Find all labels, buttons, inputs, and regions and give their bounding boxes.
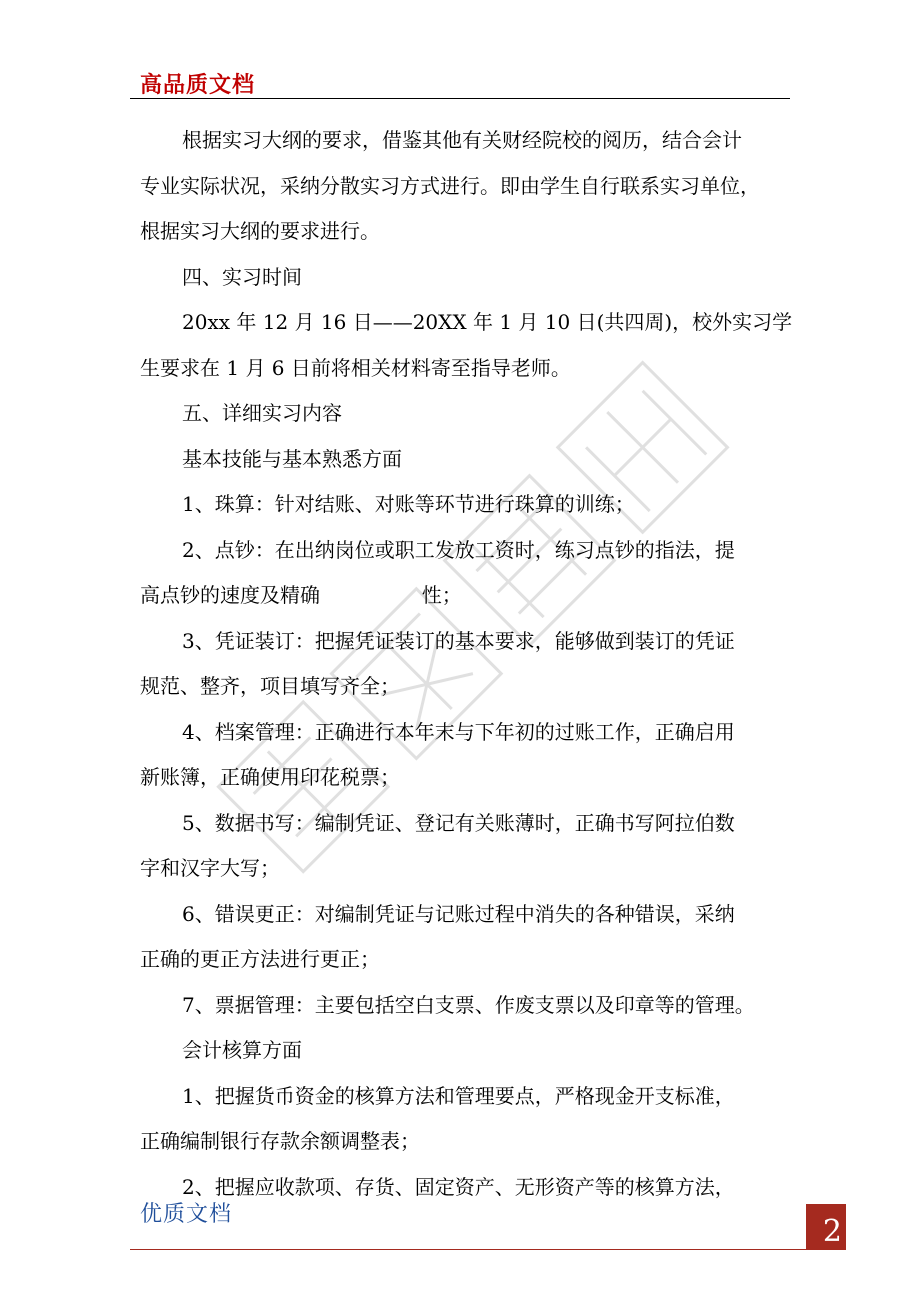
- paragraph-line: 根据实习大纲的要求，借鉴其他有关财经院校的阅历，结合会计: [182, 128, 742, 152]
- page-number-badge: [806, 1204, 846, 1250]
- paragraph-line: 新账簿，正确使用印花税票；: [140, 765, 400, 789]
- header-divider: [130, 98, 790, 99]
- document-body: [140, 118, 800, 1210]
- paragraph-line: 字和汉字大写；: [140, 856, 280, 880]
- paragraph-line: 四、实习时间: [182, 264, 302, 289]
- paragraph-line: 6、错误更正：对编制凭证与记账过程中消失的各种错误，采纳: [182, 901, 735, 926]
- paragraph-line: 高点钞的速度及精确 性；: [140, 583, 462, 607]
- paragraph-line: 规范、整齐，项目填写齐全；: [140, 674, 400, 698]
- paragraph-line: 生要求在 1 月 6 日前将相关材料寄至指导老师。: [140, 355, 571, 380]
- paragraph-line: 基本技能与基本熟悉方面: [182, 446, 402, 471]
- paragraph-line: 7、票据管理：主要包括空白支票、作废支票以及印章等的管理。: [182, 992, 755, 1017]
- paragraph-line: 5、数据书写：编制凭证、登记有关账薄时，正确书写阿拉伯数: [182, 810, 735, 835]
- paragraph-line: 4、档案管理：正确进行本年末与下年初的过账工作，正确启用: [182, 719, 735, 744]
- paragraph-line: 正确的更正方法进行更正；: [140, 947, 380, 971]
- paragraph-line: 20xx 年 12 月 16 日——20XX 年 1 月 10 日(共四周)，校外实习学: [182, 310, 793, 334]
- footer-divider: [130, 1249, 846, 1250]
- paragraph-line: 3、凭证装订：把握凭证装订的基本要求，能够做到装订的凭证: [182, 628, 735, 653]
- paragraph-line: 会计核算方面: [182, 1038, 302, 1062]
- paragraph-line: 五、详细实习内容: [182, 401, 342, 425]
- footer-title: 优质文档: [140, 1202, 233, 1227]
- paragraph-line: 2、把握应收款项、存货、固定资产、无形资产等的核算方法，: [182, 1174, 735, 1199]
- header-title: 高品质文档: [140, 73, 256, 98]
- page-number: 2: [822, 1214, 842, 1249]
- paragraph-line: 1、珠算：针对结账、对账等环节进行珠算的训练；: [182, 492, 635, 516]
- paragraph-line: 专业实际状况，采纳分散实习方式进行。即由学生自行联系实习单位，: [140, 173, 760, 198]
- paragraph-line: 正确编制银行存款余额调整表；: [140, 1129, 420, 1153]
- paragraph-line: 1、把握货币资金的核算方法和管理要点，严格现金开支标准，: [182, 1083, 735, 1108]
- paragraph-line: 2、点钞：在出纳岗位或职工发放工资时，练习点钞的指法，提: [182, 537, 735, 562]
- paragraph-line: 根据实习大纲的要求进行。: [140, 219, 380, 243]
